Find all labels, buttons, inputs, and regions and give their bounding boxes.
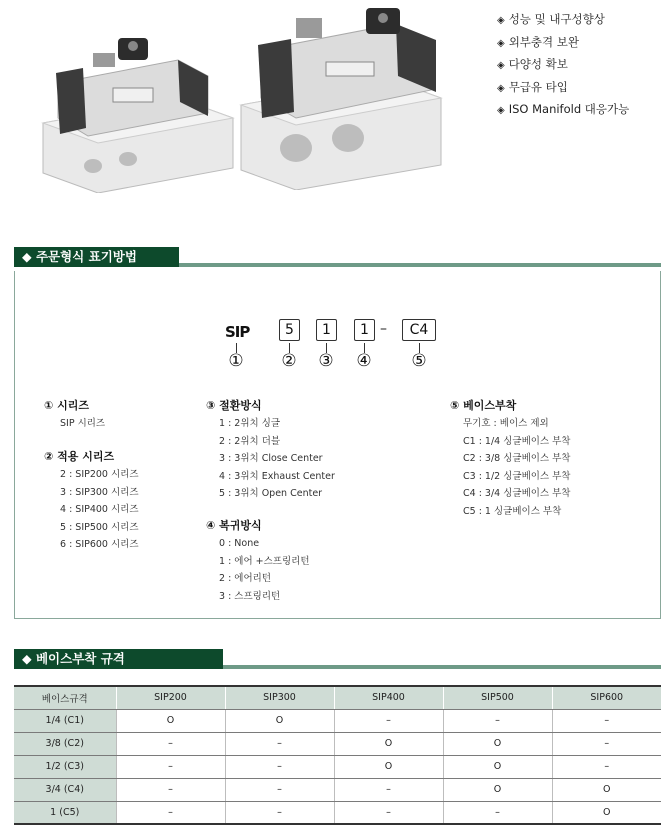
diamond-icon: ◈ bbox=[497, 60, 505, 71]
row-label: 1/2 (C3) bbox=[14, 755, 116, 778]
diamond-icon: ◈ bbox=[497, 37, 505, 49]
applied-series-block bbox=[44, 448, 139, 554]
return-method-item: 1 : 에어 +스프링리턴 bbox=[219, 555, 310, 567]
switching-block bbox=[206, 397, 335, 503]
column-header: SIP300 bbox=[225, 686, 334, 709]
base-item: 무기호 : 베이스 제외 bbox=[463, 418, 549, 429]
marker-4: ④ bbox=[356, 351, 372, 371]
feature-item: ◈ 무급유 타입 bbox=[497, 79, 568, 94]
feature-item: ◈ ISO Manifold 대응가능 bbox=[497, 102, 630, 116]
section-rule bbox=[223, 665, 661, 669]
diamond-icon: ◈ bbox=[497, 105, 505, 116]
base-item: C4 : 3/4 싱글베이스 부착 bbox=[463, 488, 571, 499]
return-method-item: 0 : None bbox=[219, 538, 260, 549]
code-prefix: SIP bbox=[225, 323, 250, 341]
switching-item: 1 : 2위치 싱글 bbox=[219, 418, 281, 429]
return-method-block bbox=[206, 517, 310, 605]
row-label: 1 (C5) bbox=[14, 801, 116, 824]
table-cell: – bbox=[334, 801, 443, 824]
applied-series-item: 2 : SIP200 시리즈 bbox=[60, 469, 139, 480]
switching-item: 5 : 3위치 Open Center bbox=[219, 488, 323, 499]
switching-item: 3 : 3위치 Close Center bbox=[219, 453, 323, 464]
applied-series-title: ② 적용 시리즈 bbox=[44, 450, 115, 463]
marker-3: ③ bbox=[318, 351, 334, 371]
table-cell: O bbox=[443, 778, 552, 801]
table-cell: – bbox=[225, 732, 334, 755]
table-header-row bbox=[14, 686, 661, 709]
base-item: C3 : 1/2 싱글베이스 부착 bbox=[463, 470, 571, 482]
table-cell: O bbox=[443, 732, 552, 755]
section-rule bbox=[179, 263, 661, 267]
marker-5: ⑤ bbox=[411, 351, 427, 371]
column-header: SIP400 bbox=[334, 686, 443, 709]
column-header: SIP500 bbox=[443, 686, 552, 709]
feature-item: ◈ 다양성 확보 bbox=[497, 57, 568, 71]
table-cell: – bbox=[443, 801, 552, 824]
marker-1: ① bbox=[228, 351, 244, 371]
return-method-title: ④ 복귀방식 bbox=[206, 519, 262, 532]
series-item: SIP 시리즈 bbox=[60, 418, 106, 429]
base-item: C2 : 3/8 싱글베이스 부착 bbox=[463, 453, 571, 464]
applied-series-item: 6 : SIP600 시리즈 bbox=[60, 539, 139, 550]
valve-photo-small bbox=[38, 18, 238, 193]
table-cell: – bbox=[552, 732, 661, 755]
series-title: ① 시리즈 bbox=[44, 399, 90, 412]
row-label: 3/8 (C2) bbox=[14, 732, 116, 755]
table-cell: O bbox=[443, 755, 552, 778]
table-row bbox=[14, 709, 661, 732]
table-row bbox=[14, 732, 661, 755]
table-row bbox=[14, 801, 661, 824]
row-label: 3/4 (C4) bbox=[14, 778, 116, 801]
diamond-icon: ◈ bbox=[497, 15, 505, 26]
applied-series-item: 4 : SIP400 시리즈 bbox=[60, 504, 139, 515]
feature-item: ◈ 성능 및 내구성향상 bbox=[497, 12, 605, 26]
table-cell: – bbox=[552, 709, 661, 732]
base-title: ⑤ 베이스부착 bbox=[450, 399, 517, 412]
switching-title: ③ 절환방식 bbox=[206, 399, 262, 412]
table-row bbox=[14, 778, 661, 801]
marker-2: ② bbox=[281, 351, 297, 371]
code-part-switching: 1 bbox=[316, 319, 337, 341]
table-cell: O bbox=[552, 801, 661, 824]
switching-item: 2 : 2위치 더블 bbox=[219, 435, 281, 447]
table-cell: O bbox=[116, 709, 225, 732]
table-cell: – bbox=[116, 801, 225, 824]
table-cell: – bbox=[116, 778, 225, 801]
table-cell: – bbox=[552, 755, 661, 778]
code-part-base: C4 bbox=[402, 319, 436, 341]
table-cell: O bbox=[552, 778, 661, 801]
order-section-title-tab: ◆ 주문형식 표기방법 bbox=[14, 247, 179, 267]
spec-section-title: 베이스부착 규격 bbox=[35, 651, 125, 666]
column-header: SIP600 bbox=[552, 686, 661, 709]
applied-series-item: 3 : SIP300 시리즈 bbox=[60, 486, 139, 498]
table-cell: O bbox=[334, 755, 443, 778]
table-cell: – bbox=[116, 755, 225, 778]
table-cell: – bbox=[225, 778, 334, 801]
row-label: 1/4 (C1) bbox=[14, 709, 116, 732]
switching-item: 4 : 3위치 Exhaust Center bbox=[219, 470, 335, 482]
feature-item: ◈ 외부충격 보완 bbox=[497, 34, 580, 49]
diamond-icon: ◈ bbox=[497, 82, 505, 94]
code-part-return: 1 bbox=[354, 319, 375, 341]
return-method-item: 2 : 에어리턴 bbox=[219, 573, 271, 584]
table-cell: – bbox=[443, 709, 552, 732]
base-item: C1 : 1/4 싱글베이스 부착 bbox=[463, 435, 571, 447]
valve-photo-large bbox=[236, 0, 446, 190]
table-cell: – bbox=[334, 709, 443, 732]
column-header: SIP200 bbox=[116, 686, 225, 709]
spec-section-header bbox=[14, 649, 661, 669]
applied-series-item: 5 : SIP500 시리즈 bbox=[60, 521, 139, 533]
table-cell: O bbox=[334, 732, 443, 755]
order-section-title: 주문형식 표기방법 bbox=[35, 249, 137, 264]
base-item: C5 : 1 싱글베이스 부착 bbox=[463, 505, 562, 517]
code-part-series: 5 bbox=[279, 319, 300, 341]
table-cell: – bbox=[225, 801, 334, 824]
table-cell: – bbox=[334, 778, 443, 801]
code-separator: – bbox=[380, 321, 387, 337]
table-row bbox=[14, 755, 661, 778]
order-section-header bbox=[14, 247, 661, 267]
return-method-item: 3 : 스프링리턴 bbox=[219, 590, 281, 602]
feature-list bbox=[497, 8, 629, 121]
base-spec-table bbox=[14, 685, 661, 825]
spec-section-title-tab: ◆ 베이스부착 규격 bbox=[14, 649, 223, 669]
table-cell: O bbox=[225, 709, 334, 732]
column-header: 베이스규격 bbox=[14, 686, 116, 709]
table-cell: – bbox=[225, 755, 334, 778]
series-block bbox=[44, 397, 105, 433]
base-block bbox=[450, 397, 571, 520]
table-cell: – bbox=[116, 732, 225, 755]
